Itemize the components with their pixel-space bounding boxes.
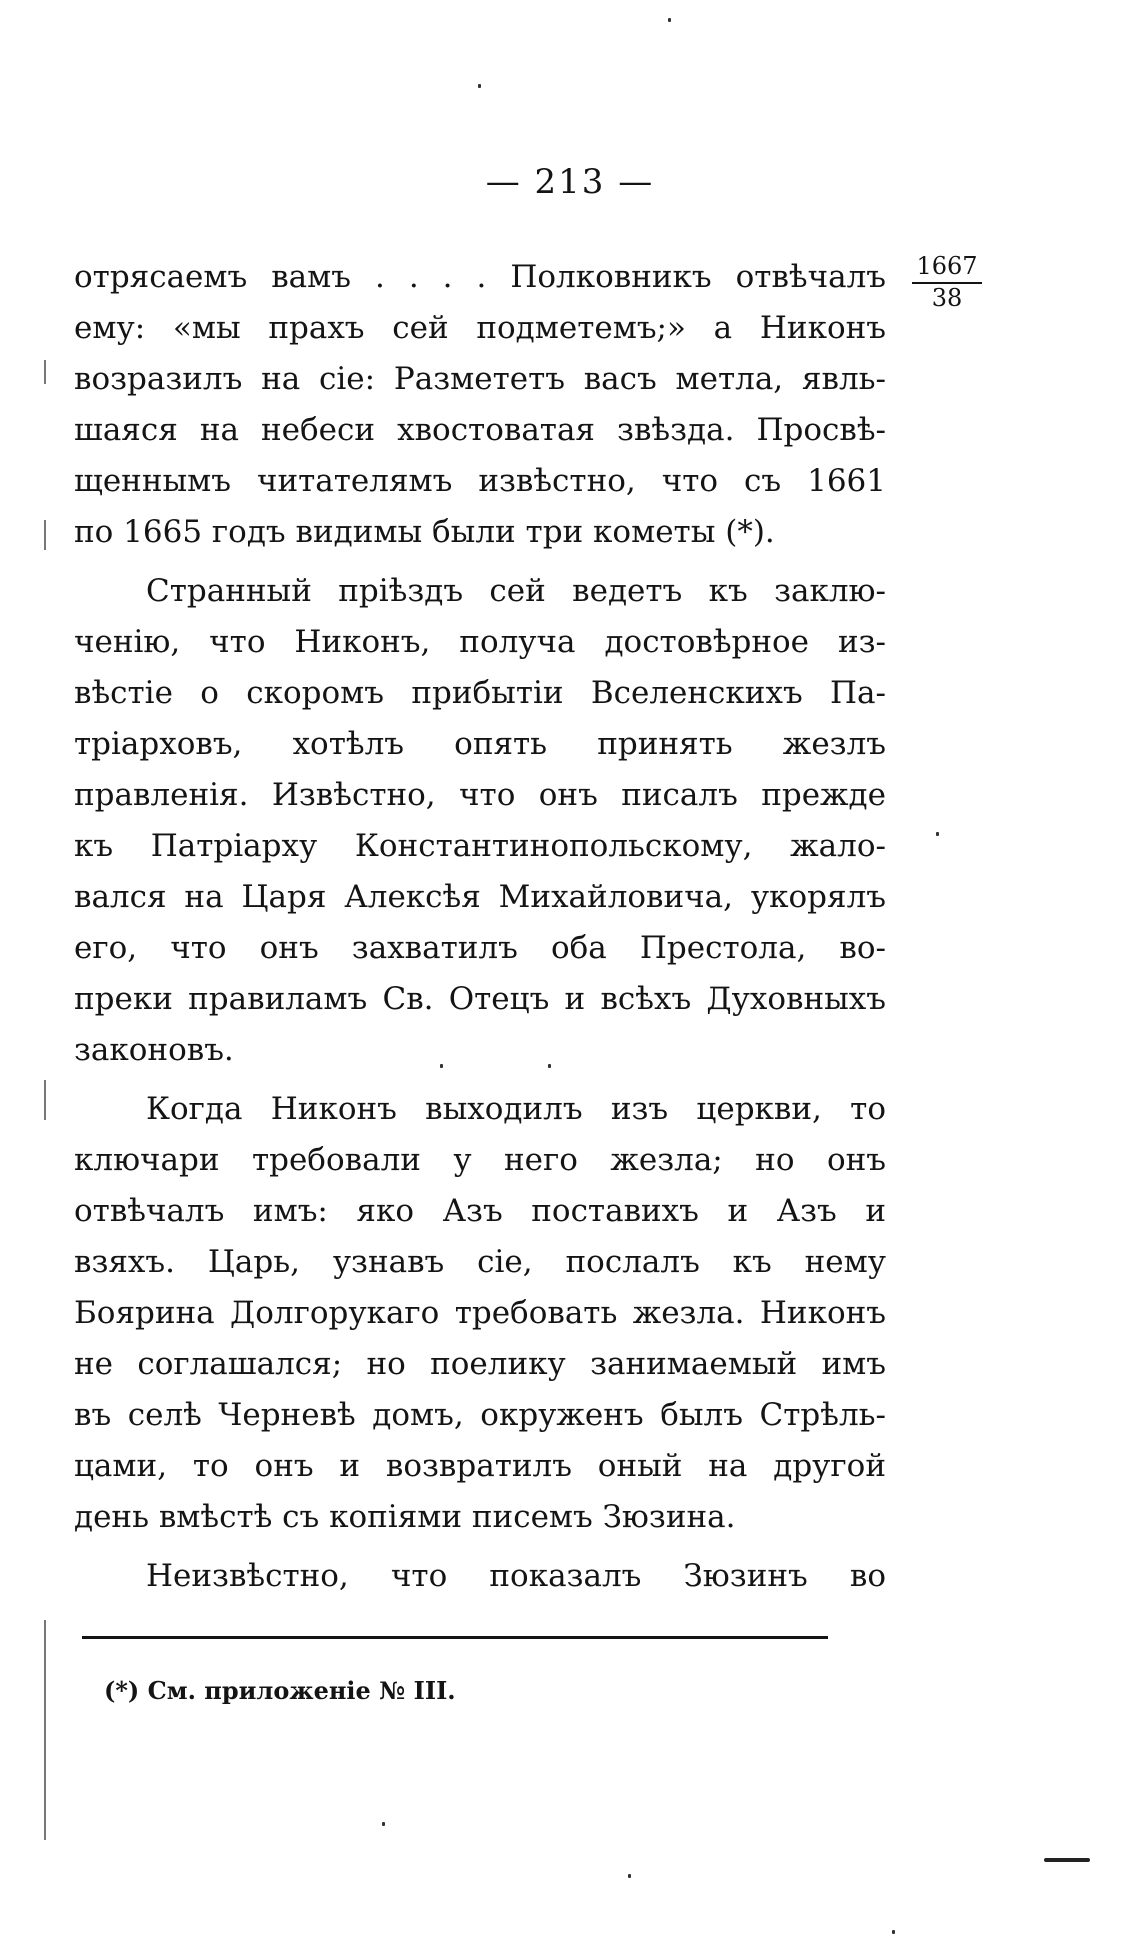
text-line: Неизвѣстно, что показалъ Зюзинъ во [146,1558,886,1594]
scan-edge-mark [44,1080,46,1120]
text-line: преки правиламъ Св. Отецъ и всѣхъ Духовныхъ [74,981,886,1017]
scan-speck [440,1064,443,1068]
text-line: его, что онъ захватилъ оба Престола, во- [74,930,886,966]
scan-edge-mark [44,360,46,384]
scan-speck [892,1930,895,1934]
text-line: шаяся на небеси хвостоватая звѣзда. Просвѣ- [74,412,886,448]
scan-speck [628,1874,631,1878]
scan-edge-mark [44,520,46,550]
body-text [74,252,886,1602]
footnote-rule [82,1636,828,1639]
text-line: Когда Никонъ выходилъ изъ церкви, то [146,1091,886,1127]
text-line: ему: «мы прахъ сей подметемъ;» а Никонъ [74,310,886,346]
text-line: законовъ. [74,1032,234,1068]
scan-speck [478,84,481,88]
text-line: ченію, что Никонъ, получа достовѣрное из- [74,624,886,660]
page-number: — 213 — [485,162,655,202]
margin-sub-number: 38 [931,284,963,312]
text-line: отрясаемъ вамъ . . . . Полковникъ отвѣчалъ [74,259,886,295]
text-line: день вмѣстѣ съ копіями писемъ Зюзина. [74,1499,736,1535]
margin-year-note [912,254,982,310]
text-line: Странный пріѣздъ сей ведетъ къ заклю- [146,573,886,609]
scan-speck [936,832,939,836]
text-line: не соглашался; но поелику занимаемый имъ [74,1346,886,1382]
text-line: тріарховъ, хотѣлъ опять принять жезлъ [74,726,886,762]
text-line: ключари требовали у него жезла; но онъ [74,1142,886,1178]
scan-speck [382,1822,385,1826]
text-line: Боярина Долгорукаго требовать жезла. Никонъ [74,1295,886,1331]
text-line: цами, то онъ и возвратилъ оный на другой [74,1448,886,1484]
text-line: щеннымъ читателямъ извѣстно, что съ 1661 [74,463,886,499]
scan-speck [548,1064,551,1068]
text-line: въ селѣ Черневѣ домъ, окруженъ былъ Стрѣль- [74,1397,886,1433]
text-line: взяхъ. Царь, узнавъ сіе, послалъ къ нему [74,1244,886,1280]
text-line: правленія. Извѣстно, что онъ писалъ прежде [74,777,886,813]
text-line: вѣстіе о скоромъ прибытіи Вселенскихъ Па- [74,675,886,711]
scan-edge-mark [44,1620,46,1840]
scan-speck [668,18,671,22]
text-line: по 1665 годъ видимы были три кометы (*). [74,514,775,550]
margin-year: 1667 [912,254,982,284]
text-line: къ Патріарху Константинопольскому, жало- [74,828,886,864]
text-line: возразилъ на сіе: Размететъ васъ метла, явль- [74,361,886,397]
text-line: вался на Царя Алексѣя Михайловича, укорялъ [74,879,886,915]
footnote: (*) См. приложеніе № III. [104,1676,456,1705]
scan-dash-mark [1044,1858,1090,1862]
text-line: отвѣчалъ имъ: яко Азъ поставихъ и Азъ и [74,1193,886,1229]
